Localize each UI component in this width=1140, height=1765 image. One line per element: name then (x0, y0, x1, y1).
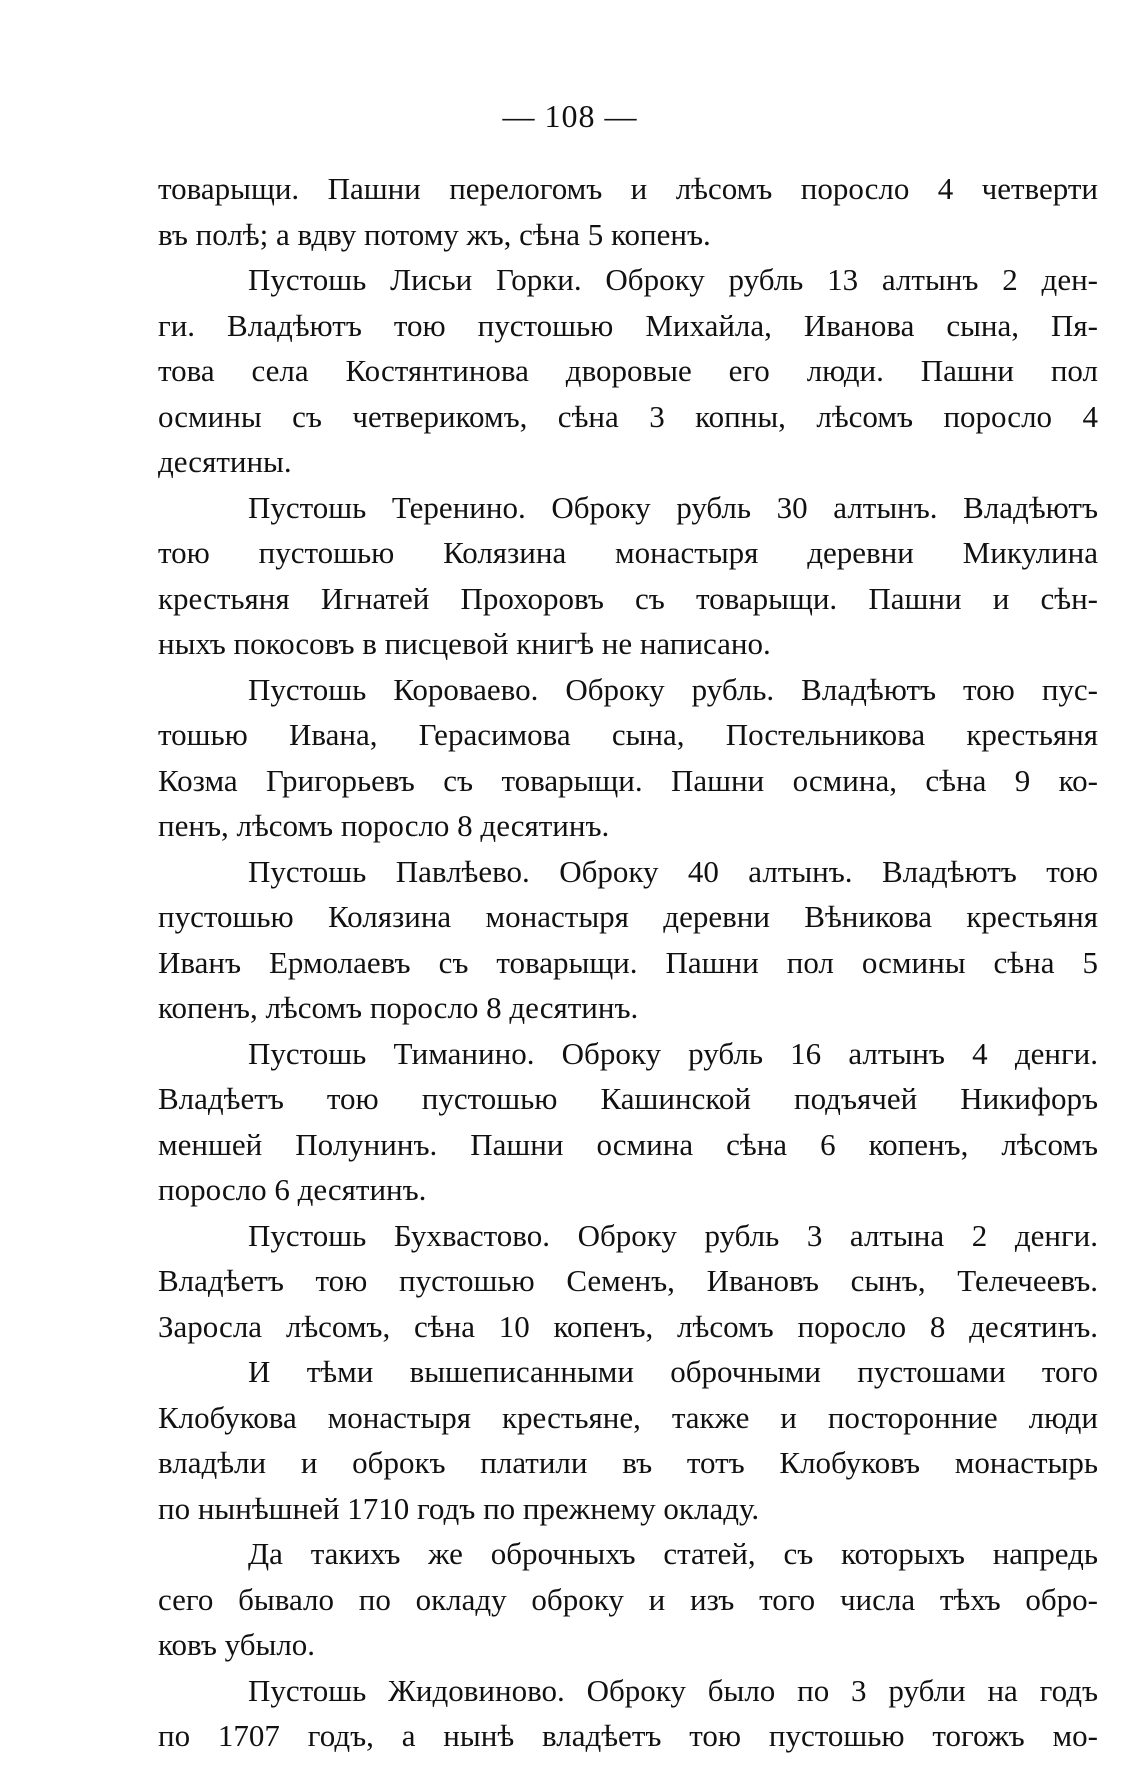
text-line: Пустошь Бухвастово. Оброку рубль 3 алтына 2 денги. (248, 1217, 1098, 1253)
text-line: десятины. (158, 444, 292, 479)
text-line: копенъ, лѣсомъ поросло 8 десятинъ. (158, 990, 639, 1025)
text-line: крестьяня Игнатей Прохоровъ съ товарыщи. Пашни и сѣн- (158, 580, 1098, 616)
text-line: И тѣми вышеписанными оброчными пустошами того (248, 1354, 1098, 1389)
text-line: Иванъ Ермолаевъ съ товарыщи. Пашни пол осмины сѣна 5 (158, 944, 1098, 980)
page-number: — 108 — (502, 98, 638, 134)
text-line: Клобукова монастыря крестьяне, также и посторонние люди (158, 1399, 1098, 1435)
text-line: тошью Ивана, Герасимова сына, Постельникова крестьяня (158, 717, 1098, 752)
text-line: ги. Владѣютъ тою пустошью Михайла, Иванова сына, Пя- (158, 307, 1098, 343)
text-line: пенъ, лѣсомъ поросло 8 десятинъ. (158, 808, 610, 843)
text-line: владѣли и оброкъ платили въ тотъ Клобуковъ монастырь (158, 1445, 1098, 1480)
text-line: Да такихъ же оброчныхъ статей, съ которыхъ напредь (248, 1536, 1098, 1571)
text-line: поросло 6 десятинъ. (158, 1172, 427, 1207)
text-line: тою пустошью Колязина монастыря деревни Микулина (158, 535, 1098, 570)
text-line: Пустошь Тиманино. Оброку рубль 16 алтынъ 4 денги. (248, 1035, 1098, 1071)
text-line: Пустошь Жидовиново. Оброку было по 3 рубли на годъ (248, 1672, 1098, 1708)
text-line: по нынѣшней 1710 годъ по прежнему окладу. (158, 1490, 760, 1526)
text-line: Пустошь Короваево. Оброку рубль. Владѣютъ тою пус- (248, 671, 1098, 707)
text-line: по 1707 годъ, а нынѣ владѣетъ тою пустошью тогожъ мо- (158, 1718, 1098, 1753)
text-line: Владѣетъ тою пустошью Семенъ, Ивановъ сынъ, Телечеевъ. (158, 1263, 1098, 1298)
text-line: меншей Полунинъ. Пашни осмина сѣна 6 копенъ, лѣсомъ (158, 1126, 1098, 1162)
text-line: Заросла лѣсомъ, сѣна 10 копенъ, лѣсомъ поросло 8 десятинъ. (158, 1308, 1098, 1344)
text-line: сего бывало по окладу оброку и изъ того числа тѣхъ обро- (158, 1581, 1098, 1617)
text-line: ныхъ покосовъ в писцевой книгѣ не написано. (158, 626, 771, 661)
text-line: пустошью Колязина монастыря деревни Вѣникова крестьяня (158, 899, 1098, 934)
text-line: товарыщи. Пашни перелогомъ и лѣсомъ поросло 4 четверти (158, 171, 1098, 206)
document-body (158, 166, 1098, 1759)
text-line: Пустошь Павлѣево. Оброку 40 алтынъ. Владѣютъ тою (248, 853, 1098, 889)
text-line: въ полѣ; а вдву потому жъ, сѣна 5 копенъ. (158, 216, 711, 252)
text-line: Пустошь Лисьи Горки. Оброку рубль 13 алтынъ 2 ден- (248, 262, 1098, 297)
text-line: осмины съ четверикомъ, сѣна 3 копны, лѣсомъ поросло 4 (158, 398, 1098, 434)
text-line: Пустошь Теренино. Оброку рубль 30 алтынъ. Владѣютъ (248, 489, 1098, 525)
text-line: това села Костянтинова дворовые его люди. Пашни пол (158, 353, 1098, 388)
text-line: Владѣетъ тою пустошью Кашинской подъячей Никифоръ (158, 1081, 1098, 1116)
text-line: ковъ убыло. (158, 1627, 316, 1662)
text-line: Козма Григорьевъ съ товарыщи. Пашни осмина, сѣна 9 ко- (158, 762, 1098, 798)
